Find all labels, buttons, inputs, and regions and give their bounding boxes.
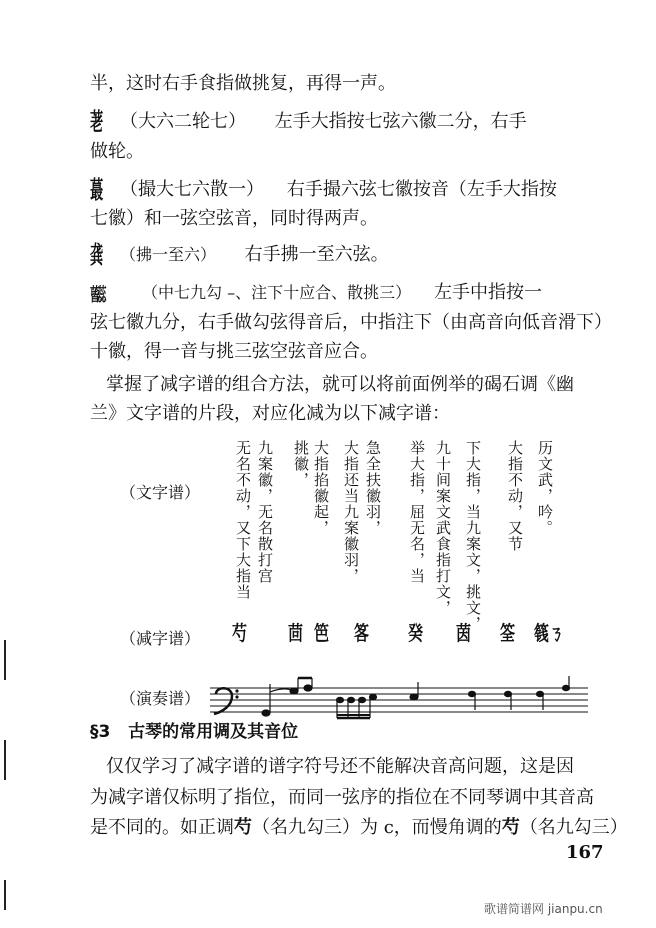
scan-edge-mark: [4, 880, 6, 910]
jianzi-glyph: 癸: [408, 621, 423, 645]
glyph-reading: （撮大七六散一）: [120, 179, 264, 200]
jianzi-glyph: 芍: [234, 817, 252, 838]
vertical-text-column: 大指还当九案徽羽，: [342, 440, 360, 584]
scan-edge-mark: [4, 740, 6, 780]
scan-edge-mark: [4, 640, 6, 680]
paragraph-text: （名九勾三）为 c，而慢角调的: [252, 817, 502, 838]
wenzipu-label: （文字谱）: [120, 483, 201, 502]
jianzi-glyph: 茵: [456, 621, 471, 645]
text-line: [90, 110, 610, 137]
vertical-text-column: 历文武，吟。: [536, 440, 554, 536]
jianzi-glyph: 茴: [288, 621, 303, 645]
watermark-text: 歌谱简谱网 jianpu.cn: [484, 902, 603, 916]
vertical-text-column: 九案徽，无名散打宫: [256, 440, 274, 584]
jianzi-glyph: 篯ㄋ: [534, 621, 564, 645]
text-line: [90, 243, 610, 270]
glyph-reading: （大六二轮七）: [120, 111, 246, 132]
text-line: 为减字谱仅标明了指位，而同一弦序的指位在不同琴调中其音高: [90, 787, 594, 808]
text-line: [90, 816, 628, 840]
text-line: 弦七徽九分，右手做勾弦得音后，中指注下（由高音向低音滑下）: [90, 312, 612, 333]
text-line: 掌握了减字谱的组合方法，就可以将前面例举的碣石调《幽: [106, 374, 574, 395]
text-line: [90, 281, 610, 308]
section-title: 古琴的常用调及其音位: [128, 722, 299, 742]
vertical-text-column: 大指不动，又节: [506, 440, 524, 552]
paragraph-text: （名九勾三）: [519, 817, 628, 838]
text-line: 半，这时右手食指做挑复，再得一声。: [90, 73, 396, 94]
paragraph-text: 是不同的。如正调: [90, 817, 234, 838]
staff-notation: [210, 674, 590, 724]
bass-clef-icon: [214, 688, 239, 714]
text-line: 七徽）和一弦空弦音，同时得两声。: [90, 208, 378, 229]
section-number: §3: [90, 722, 111, 742]
text-line: 仅仅学习了减字谱的谱字符号还不能解决音高问题，这是因: [106, 756, 574, 777]
vertical-text-column: 举大指，屈无名，当: [408, 440, 426, 584]
jianzipu-label: （减字谱）: [120, 629, 201, 648]
jianzi-glyph: 龚: [90, 241, 100, 269]
text-line: 做轮。: [90, 141, 144, 162]
vertical-text-column: 挑徽，: [292, 440, 310, 488]
jianzi-glyph: 笿: [354, 621, 369, 645]
jianzi-glyph: 芍: [232, 621, 247, 645]
glyph-reading: （拂一至六）: [120, 245, 217, 264]
jianzi-glyph: 蕞: [90, 176, 100, 204]
glyph-explanation: 左手大指按七弦六徽二分，右手: [274, 111, 527, 132]
vertical-text-column: 无名不动，又下大指当: [234, 440, 252, 600]
text-line: [90, 178, 610, 205]
jianzi-glyph: 筌: [500, 621, 515, 645]
vertical-text-column: 下大指，当九案文，挑文，: [464, 440, 482, 632]
page-number: 167: [566, 842, 604, 863]
yanzoupu-label: （演奏谱）: [120, 689, 201, 708]
glyph-explanation: 左手中指按一: [433, 282, 542, 303]
vertical-text-column: 九十间案文武食指打文，: [434, 440, 452, 616]
jianzi-glyph: 蒈蕊: [90, 285, 104, 306]
glyph-reading: （中七九勾 –、注下十应合、散挑三）: [142, 283, 412, 302]
vertical-text-column: 急全扶徽羽，: [364, 440, 382, 536]
vertical-text-column: 大指掐徽起，: [312, 440, 330, 536]
text-line: 十徽，得一音与挑三弦空弦音应合。: [90, 341, 378, 362]
text-line: 兰》文字谱的片段，对应化减为以下减字谱：: [90, 403, 450, 424]
jianzi-glyph: 芍: [501, 817, 520, 838]
section-heading: [90, 720, 610, 744]
jianzi-glyph: 笆: [314, 621, 329, 645]
glyph-explanation: 右手撮六弦七徽按音（左手大指按: [286, 179, 557, 200]
glyph-explanation: 右手拂一至六弦。: [244, 244, 389, 265]
jianzi-glyph: 荖: [90, 108, 100, 136]
